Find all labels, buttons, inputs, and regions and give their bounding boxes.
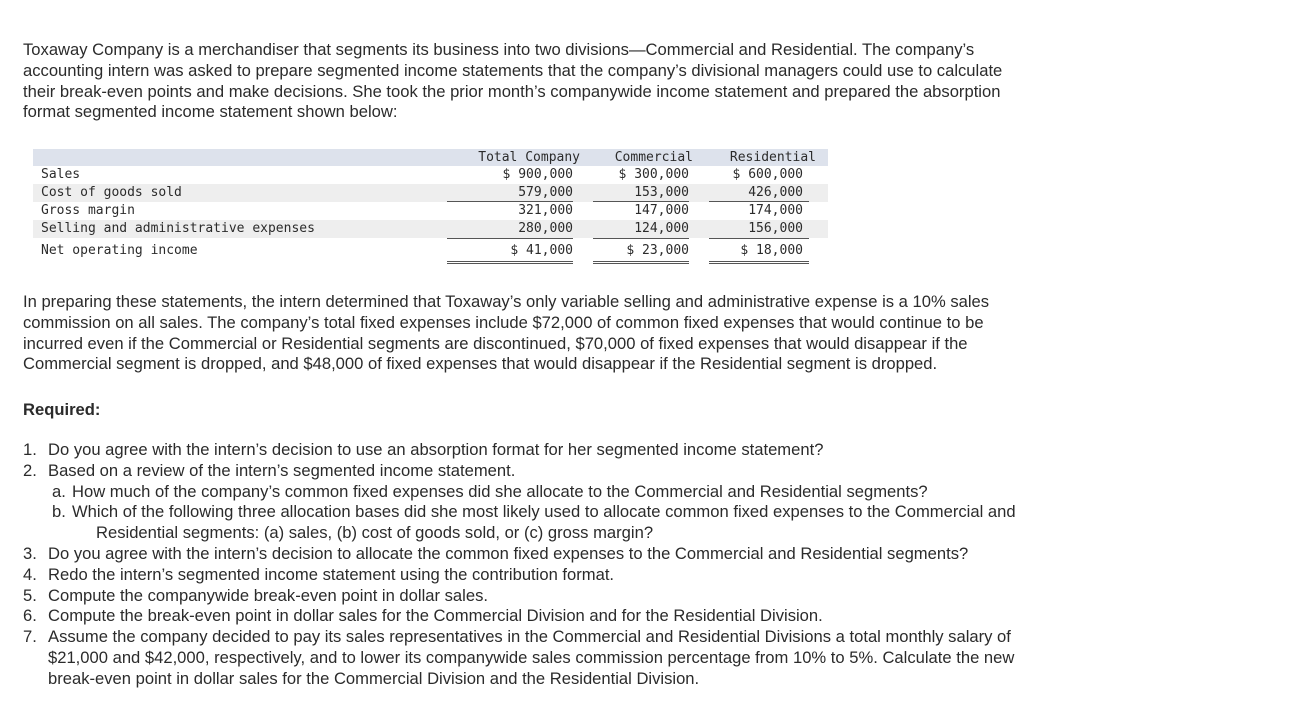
total-double-rule bbox=[593, 261, 689, 262]
intro-line: their break-even points and make decisions. She took the prior month’s companywide income statement and prepared the absorption bbox=[23, 81, 1001, 101]
total-double-rule bbox=[447, 263, 573, 264]
total-double-rule bbox=[709, 261, 809, 262]
item-text: Do you agree with the intern’s decision to allocate the common fixed expenses to the Commercial and Residential segments? bbox=[48, 543, 969, 563]
item-text: Which of the following three allocation bases did she most likely used to allocate common fixed expenses to the Commercial and bbox=[72, 502, 1016, 522]
item-number: 3. bbox=[23, 543, 37, 563]
total-double-rule bbox=[593, 263, 689, 264]
cell-commercial: 124,000 bbox=[634, 221, 689, 236]
row-label: Gross margin bbox=[41, 203, 135, 218]
required-list bbox=[23, 440, 1273, 690]
assumptions-paragraph bbox=[23, 292, 1173, 375]
intro-line: Toxaway Company is a merchandiser that segments its business into two divisions—Commercial and Residential. The company’s bbox=[23, 40, 975, 59]
list-item bbox=[23, 565, 1273, 586]
item-number: 6. bbox=[23, 606, 37, 626]
table-row-net-operating-income bbox=[33, 242, 828, 264]
cell-total: 579,000 bbox=[518, 185, 573, 200]
table-header-row bbox=[33, 149, 828, 166]
assumptions-line: commission on all sales. The company’s total fixed expenses include $72,000 of common fixed expenses that would continue to be bbox=[23, 312, 984, 332]
cell-commercial: 147,000 bbox=[634, 203, 689, 218]
total-double-rule bbox=[447, 261, 573, 262]
cell-residential: $ 600,000 bbox=[732, 167, 803, 182]
assumptions-line: incurred even if the Commercial or Residential segments are discontinued, $70,000 of fixed expenses that would disappear if the bbox=[23, 333, 968, 353]
list-item bbox=[23, 461, 1273, 482]
list-item-continuation: break-even point in dollar sales for the Commercial Division and the Residential Division. bbox=[48, 668, 700, 688]
cell-residential: 174,000 bbox=[748, 203, 803, 218]
list-item bbox=[23, 586, 1273, 607]
list-item-continuation: Residential segments: (a) sales, (b) cost of goods sold, or (c) gross margin? bbox=[96, 523, 654, 543]
list-subitem bbox=[23, 482, 1273, 503]
row-label: Selling and administrative expenses bbox=[41, 221, 315, 236]
table-row-gross-margin bbox=[33, 202, 828, 220]
list-subitem bbox=[23, 502, 1273, 523]
subtotal-rule bbox=[593, 238, 689, 239]
item-number: b. bbox=[52, 502, 66, 522]
assumptions-line: Commercial segment is dropped, and $48,000 of fixed expenses that would disappear if the Residential segment is dropped. bbox=[23, 354, 938, 374]
intro-paragraph bbox=[23, 40, 1173, 123]
list-item bbox=[23, 606, 1273, 627]
segmented-income-statement-table bbox=[33, 149, 828, 264]
header-total-company: Total Company bbox=[478, 150, 580, 165]
assumptions-line: In preparing these statements, the intern determined that Toxaway’s only variable selling and administrative expense is a 10% sales bbox=[23, 292, 990, 311]
cell-residential: 426,000 bbox=[748, 185, 803, 200]
cell-residential: $ 18,000 bbox=[740, 243, 803, 258]
required-heading: Required: bbox=[23, 400, 101, 419]
item-number: 1. bbox=[23, 440, 37, 459]
header-commercial: Commercial bbox=[614, 150, 693, 165]
item-text: Assume the company decided to pay its sales representatives in the Commercial and Residential Divisions a total monthly salary of bbox=[48, 627, 1011, 647]
cell-commercial: 153,000 bbox=[634, 185, 689, 200]
subtotal-rule bbox=[447, 238, 573, 239]
table-row-selling-admin bbox=[33, 220, 828, 238]
list-item bbox=[23, 440, 1273, 461]
item-number: 7. bbox=[23, 627, 37, 647]
total-double-rule bbox=[709, 263, 809, 264]
table-row-cogs bbox=[33, 184, 828, 202]
intro-line: accounting intern was asked to prepare segmented income statements that the company’s divisional managers could use to calculate bbox=[23, 60, 1003, 80]
subtotal-rule bbox=[709, 238, 809, 239]
item-text: Based on a review of the intern’s segmented income statement. bbox=[48, 460, 516, 480]
item-text: Compute the break-even point in dollar sales for the Commercial Division and for the Residential Division. bbox=[48, 606, 823, 626]
item-number: 4. bbox=[23, 564, 37, 584]
intro-line: format segmented income statement shown below: bbox=[23, 102, 398, 122]
row-label: Cost of goods sold bbox=[41, 185, 182, 200]
header-residential: Residential bbox=[729, 150, 816, 165]
list-item bbox=[23, 627, 1273, 648]
item-text: Do you agree with the intern’s decision to use an absorption format for her segmented income statement? bbox=[48, 440, 824, 459]
item-number: 5. bbox=[23, 585, 37, 605]
item-number: a. bbox=[52, 481, 66, 501]
cell-total: $ 41,000 bbox=[510, 243, 573, 258]
item-text: How much of the company’s common fixed expenses did she allocate to the Commercial and Residential segments? bbox=[72, 481, 928, 501]
item-text: Redo the intern’s segmented income statement using the contribution format. bbox=[48, 564, 615, 584]
cell-residential: 156,000 bbox=[748, 221, 803, 236]
list-item-continuation: $21,000 and $42,000, respectively, and to lower its companywide sales commission percentage from 10% to 5%. Calculate the new bbox=[48, 647, 1015, 667]
table-row-sales bbox=[33, 166, 828, 184]
cell-commercial: $ 23,000 bbox=[626, 243, 689, 258]
item-number: 2. bbox=[23, 460, 37, 480]
cell-total: 321,000 bbox=[518, 203, 573, 218]
list-item bbox=[23, 544, 1273, 565]
row-label: Sales bbox=[41, 167, 81, 182]
cell-total: 280,000 bbox=[518, 221, 573, 236]
item-text: Compute the companywide break-even point in dollar sales. bbox=[48, 585, 488, 605]
cell-commercial: $ 300,000 bbox=[618, 167, 689, 182]
row-label: Net operating income bbox=[41, 243, 198, 258]
cell-total: $ 900,000 bbox=[502, 167, 573, 182]
